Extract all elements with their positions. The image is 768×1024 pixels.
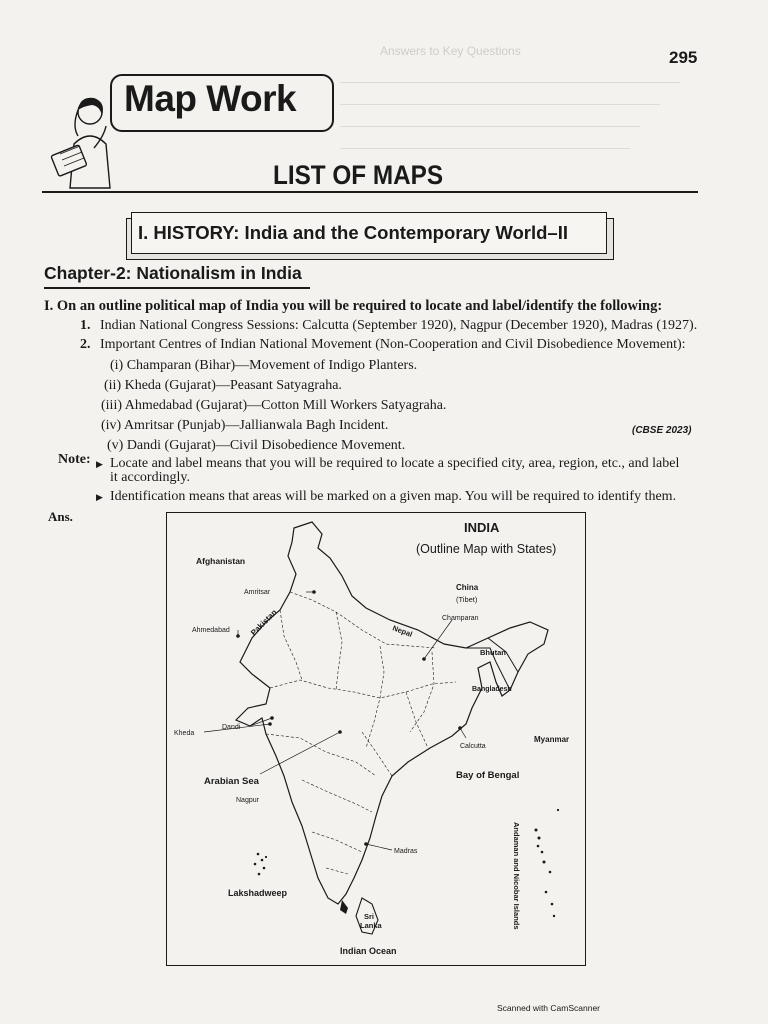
northeast-outline xyxy=(466,638,518,690)
item-number: 2. xyxy=(80,337,91,352)
label-indian-ocean: Indian Ocean xyxy=(340,946,397,956)
label-calcutta: Calcutta xyxy=(460,743,486,750)
andaman-islands xyxy=(535,809,560,917)
label-nepal: Nepal xyxy=(391,623,414,639)
label-afghanistan: Afghanistan xyxy=(196,556,246,566)
question-intro: I. On an outline political map of India you will be required to locate and label/identify the following: xyxy=(44,298,663,314)
label-lakshadweep: Lakshadweep xyxy=(228,888,288,898)
header-rule xyxy=(42,191,698,193)
label-china: China xyxy=(456,583,479,592)
label-bangladesh: Bangladesh xyxy=(472,686,512,693)
label-lanka: Lanka xyxy=(360,921,382,930)
chapter-underline xyxy=(44,287,310,289)
label-pakistan: Pakistan xyxy=(249,607,279,638)
label-tibet: (Tibet) xyxy=(456,595,478,604)
cbse-source: (CBSE 2023) xyxy=(632,425,692,436)
label-amritsar: Amritsar xyxy=(244,589,271,596)
label-champaran: Champaran xyxy=(442,615,479,622)
section-title: I. HISTORY: India and the Contemporary World–II xyxy=(138,222,568,243)
subitem: (i) Champaran (Bihar)—Movement of Indigo Planters. xyxy=(110,358,418,373)
page-number: 295 xyxy=(669,48,698,67)
map-title: INDIA xyxy=(464,520,500,535)
subitem: (iii) Ahmedabad (Gujarat)—Cotton Mill Workers Satyagraha. xyxy=(101,398,447,413)
location-markers xyxy=(236,590,462,846)
label-arabian-sea: Arabian Sea xyxy=(204,776,259,787)
label-dandi: Dandi xyxy=(222,724,241,731)
camscanner-footer: Scanned with CamScanner xyxy=(497,1003,601,1013)
india-outline xyxy=(236,522,548,904)
note-text: it accordingly. xyxy=(110,470,190,485)
label-sri: Sri xyxy=(364,912,375,921)
map-subtitle: (Outline Map with States) xyxy=(416,542,557,556)
label-bay-of-bengal: Bay of Bengal xyxy=(456,770,520,781)
label-andaman-nicobar: Andaman and Nicobar Islands xyxy=(512,822,521,930)
item-text: Indian National Congress Sessions: Calcutta (September 1920), Nagpur (December 1920), Madras (1927). xyxy=(100,318,698,333)
subitem: (ii) Kheda (Gujarat)—Peasant Satyagraha. xyxy=(104,378,342,393)
map-work-title: Map Work xyxy=(124,78,297,119)
item-text: Important Centres of Indian National Movement (Non-Cooperation and Civil Disobedience Movement): xyxy=(100,337,686,352)
subitem: (iv) Amritsar (Punjab)—Jallianwala Bagh Incident. xyxy=(101,418,389,433)
label-myanmar: Myanmar xyxy=(534,735,570,744)
answer-label: Ans. xyxy=(48,509,73,524)
label-bhutan: Bhutan xyxy=(480,648,506,657)
label-kheda: Kheda xyxy=(174,730,195,737)
note-label: Note: xyxy=(58,452,91,467)
bullet-triangle-icon: ▶ xyxy=(96,459,103,469)
india-outline-map xyxy=(166,512,586,966)
chapter-title: Chapter-2: Nationalism in India xyxy=(44,263,302,283)
bullet-triangle-icon: ▶ xyxy=(96,492,103,502)
note-text: Identification means that areas will be marked on a given map. You will be required to identify them. xyxy=(110,489,677,504)
subitem: (v) Dandi (Gujarat)—Civil Disobedience Movement. xyxy=(107,438,406,453)
bleed-through-text: Answers to Key Questions xyxy=(380,44,521,58)
lakshadweep-islands xyxy=(254,853,267,876)
item-number: 1. xyxy=(80,318,91,333)
label-ahmedabad: Ahmedabad xyxy=(192,627,230,634)
list-of-maps-heading: LIST OF MAPS xyxy=(273,160,444,190)
label-madras: Madras xyxy=(394,848,418,855)
label-nagpur: Nagpur xyxy=(236,797,259,804)
note-text: Locate and label means that you will be required to locate a specified city, area, region, etc., and label xyxy=(110,456,680,471)
